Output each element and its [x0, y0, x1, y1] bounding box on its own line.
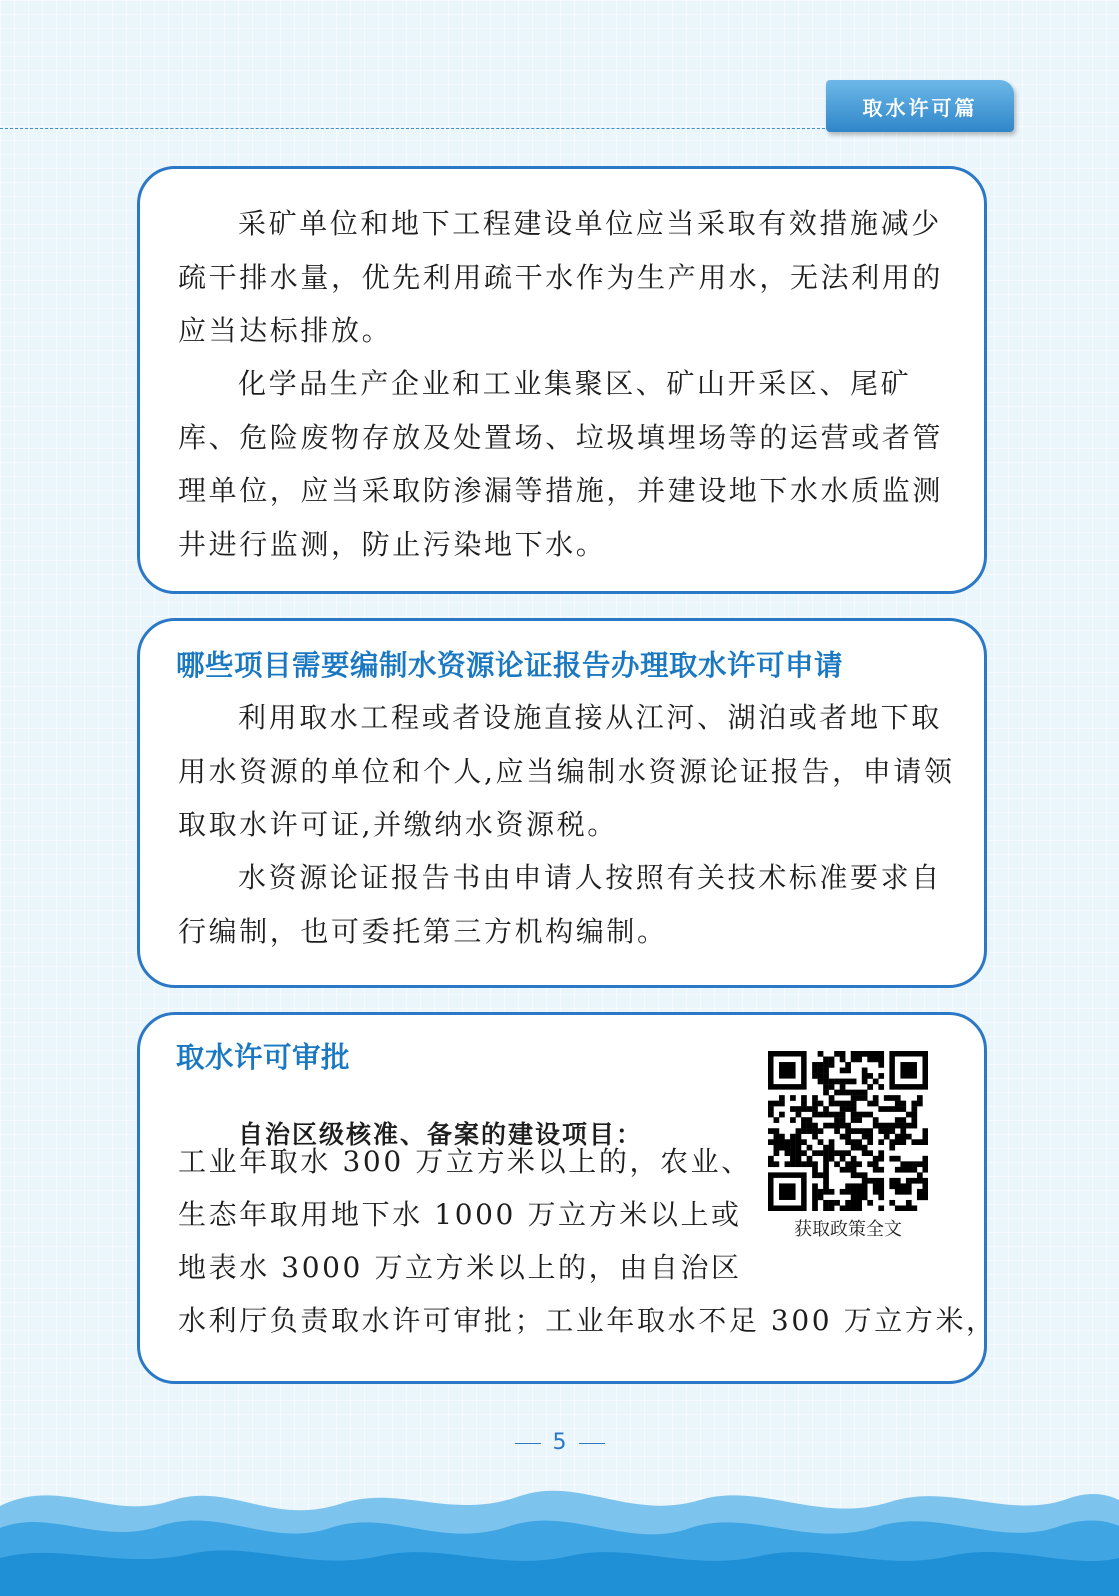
paragraph: 采矿单位和地下工程建设单位应当采取有效措施减少疏干排水量，优先利用疏干水作为生产用水，无法利用的应当达标排放。 [178, 207, 944, 347]
qr-code-image [768, 1051, 928, 1211]
page-number-value: 5 [552, 1430, 567, 1455]
qr-caption: 获取政策全文 [794, 1219, 902, 1240]
footer-waves [0, 1466, 1119, 1596]
content-card-approval [137, 1012, 997, 1384]
body-line: 水利厅负责取水许可审批；工业年取水不足 300 万立方米， [178, 1304, 997, 1337]
page-number-rule-right [579, 1443, 605, 1444]
card-title: 取水许可审批 [176, 1041, 351, 1074]
page-number-rule-left [515, 1443, 541, 1444]
page-number [0, 1430, 1119, 1455]
qr-code[interactable] [768, 1051, 928, 1211]
paragraph: 水资源论证报告书由申请人按照有关技术标准要求自行编制，也可委托第三方机构编制。 [178, 861, 942, 948]
body-line: 生态年取用地下水 1000 万立方米以上或 [178, 1198, 742, 1231]
header-dashed-rule [0, 128, 830, 129]
subheading: 自治区级核准、备案的建设项目： [238, 1120, 644, 1149]
body-line: 地表水 3000 万立方米以上的，由自治区 [178, 1251, 742, 1284]
section-tab: 取水许可篇 [826, 80, 1014, 132]
paragraph: 化学品生产企业和工业集聚区、矿山开采区、尾矿库、危险废物存放及处置场、垃圾填埋场等的运营或者管理单位，应当采取防渗漏等措施，并建设地下水水质监测井进行监测，防止污染地下水。 [178, 367, 944, 561]
card-title: 哪些项目需要编制水资源论证报告办理取水许可申请 [176, 649, 844, 682]
content-card-water-resource-report [137, 618, 987, 988]
body-line: 工业年取水 300 万立方米以上的，农业、 [178, 1145, 752, 1178]
paragraph: 利用取水工程或者设施直接从江河、湖泊或者地下取用水资源的单位和个人,应当编制水资源论证报告，申请领取取水许可证,并缴纳水资源税。 [178, 701, 955, 841]
content-card-discharge [137, 166, 987, 594]
